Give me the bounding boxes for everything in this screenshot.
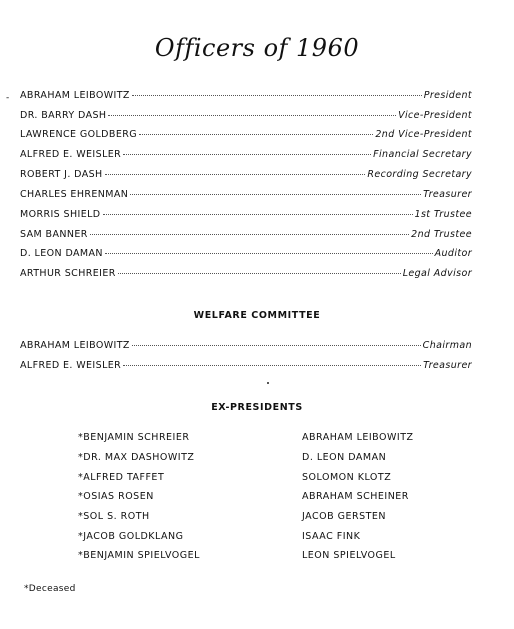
officer-name: LAWRENCE GOLDBERG [20, 129, 137, 140]
ex-president-name: *ALFRED TAFFET [78, 472, 165, 483]
committee-row [20, 360, 472, 374]
officer-role: 1st Trustee [414, 209, 472, 220]
ex-president-name: *BENJAMIN SCHREIER [78, 432, 190, 443]
stray-mark [267, 382, 269, 384]
member-role: Chairman [422, 340, 472, 351]
ex-president-name: *BENJAMIN SPIELVOGEL [78, 550, 200, 561]
officer-name: D. LEON DAMAN [20, 248, 103, 259]
officer-name: ROBERT J. DASH [20, 169, 103, 180]
officer-row [20, 248, 472, 262]
dot-leader [130, 194, 421, 195]
officer-row [20, 110, 472, 124]
dot-leader [105, 253, 433, 254]
officer-row [20, 149, 472, 163]
ex-president-name: JACOB GERSTEN [302, 511, 387, 522]
ex-president-name: ABRAHAM SCHEINER [302, 491, 409, 502]
welfare-committee-heading: WELFARE COMMITTEE [193, 310, 321, 321]
dot-leader [139, 134, 373, 135]
ex-president-name: *SOL S. ROTH [78, 511, 150, 522]
member-name: ABRAHAM LEIBOWITZ [20, 340, 130, 351]
officer-name: ARTHUR SCHREIER [20, 268, 116, 279]
officer-role: Legal Advisor [402, 268, 472, 279]
officer-name: CHARLES EHRENMAN [20, 189, 129, 200]
member-role: Treasurer [423, 360, 472, 371]
officer-name: SAM BANNER [20, 229, 88, 240]
page-title: Officers of 1960 [154, 34, 360, 62]
dot-leader [132, 345, 421, 346]
ex-president-name: *JACOB GOLDKLANG [78, 531, 184, 542]
officer-role: 2nd Vice-President [375, 129, 472, 140]
dot-leader [105, 174, 366, 175]
officer-row [20, 129, 472, 143]
officer-row [20, 169, 472, 183]
dot-leader [90, 234, 409, 235]
officer-role: 2nd Trustee [411, 229, 472, 240]
ex-president-name: SOLOMON KLOTZ [302, 472, 392, 483]
officer-role: President [423, 90, 472, 101]
ex-president-name: ABRAHAM LEIBOWITZ [302, 432, 414, 443]
dot-leader [103, 214, 413, 215]
officer-row [20, 90, 472, 104]
officer-role: Vice-President [398, 110, 472, 121]
dot-leader [118, 273, 401, 274]
ex-president-name: LEON SPIELVOGEL [302, 550, 396, 561]
officer-role: Recording Secretary [367, 169, 472, 180]
officer-name: ALFRED E. WEISLER [20, 149, 122, 160]
dot-leader [108, 115, 396, 116]
dot-leader [132, 95, 422, 96]
officer-row [20, 229, 472, 243]
ex-president-name: *DR. MAX DASHOWITZ [78, 452, 195, 463]
dot-leader [123, 365, 421, 366]
officer-role: Auditor [434, 248, 472, 259]
member-name: ALFRED E. WEISLER [20, 360, 122, 371]
officer-role: Financial Secretary [373, 149, 472, 160]
ex-president-name: ISAAC FINK [302, 531, 361, 542]
deceased-footnote: *Deceased [24, 584, 76, 594]
ex-presidents-heading: EX-PRESIDENTS [211, 402, 303, 413]
officer-name: ABRAHAM LEIBOWITZ [20, 90, 130, 101]
officer-name: DR. BARRY DASH [20, 110, 107, 121]
officer-row [20, 209, 472, 223]
officer-row [20, 189, 472, 203]
margin-mark: - [6, 93, 10, 103]
committee-row [20, 340, 472, 354]
officer-role: Treasurer [423, 189, 472, 200]
officer-name: MORRIS SHIELD [20, 209, 101, 220]
ex-president-name: D. LEON DAMAN [302, 452, 387, 463]
officer-row [20, 268, 472, 282]
ex-president-name: *OSIAS ROSEN [78, 491, 154, 502]
dot-leader [123, 154, 371, 155]
